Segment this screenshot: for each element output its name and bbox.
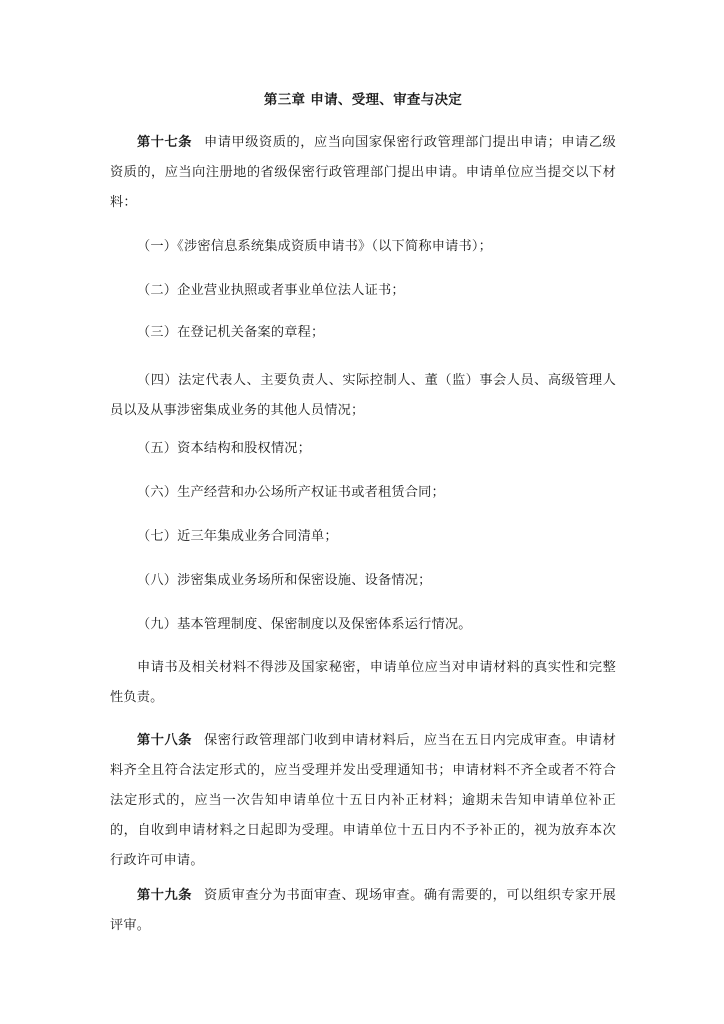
article-17-item-7: （七）近三年集成业务合同清单； [137, 529, 338, 544]
article-17-item-5: （五）资本结构和股权情况； [137, 441, 312, 456]
article-18-text: 保密行政管理部门收到申请材料后，应当在五日内完成审查。申请材料齐全且符合法定形式的，应当受理并发出受理通知书；申请材料不齐全或者不符合法定形式的，应当一次告知申请单位十五日内补正材料；逾期未告知申请单位补正的，自收到申请材料之日起即为受理。申请单位十五日内不予补正的，视为放弃本次行政许可申请。 [110, 733, 616, 868]
article-17-item-3: （三）在登记机关备案的章程； [137, 325, 325, 340]
article-17-item-8: （八）涉密集成业务场所和保密设施、设备情况； [137, 573, 432, 588]
article-18-paragraph [110, 726, 616, 876]
chapter-title: 第三章 申请、受理、审查与决定 [263, 92, 463, 108]
article-17-label: 第十七条 [137, 135, 192, 150]
article-17-item-1: （一）《涉密信息系统集成资质申请书》（以下简称申请书）； [137, 239, 493, 254]
article-17-item-9: （九）基本管理制度、保密制度以及保密体系运行情况。 [137, 617, 472, 632]
article-19-label: 第十九条 [137, 888, 192, 903]
article-17-item-4: （四）法定代表人、主要负责人、实际控制人、董（监）事会人员、高级管理人员以及从事涉密集成业务的其他人员情况； [110, 373, 616, 418]
article-17-item-6: （六）生产经营和办公场所产权证书或者租赁合同； [137, 485, 445, 500]
article-17-closing: 申请书及相关材料不得涉及国家秘密，申请单位应当对申请材料的真实性和完整性负责。 [110, 660, 616, 705]
article-17-item-2: （二）企业营业执照或者事业单位法人证书； [137, 283, 405, 298]
article-17-text: 申请甲级资质的，应当向国家保密行政管理部门提出申请；申请乙级资质的，应当向注册地的省级保密行政管理部门提出申请。申请单位应当提交以下材料： [110, 135, 616, 210]
article-17-paragraph [110, 128, 616, 218]
article-18-label: 第十八条 [137, 733, 192, 748]
article-19-text: 资质审查分为书面审查、现场审查。确有需要的，可以组织专家开展评审。 [110, 888, 616, 933]
article-19-paragraph [110, 881, 616, 941]
